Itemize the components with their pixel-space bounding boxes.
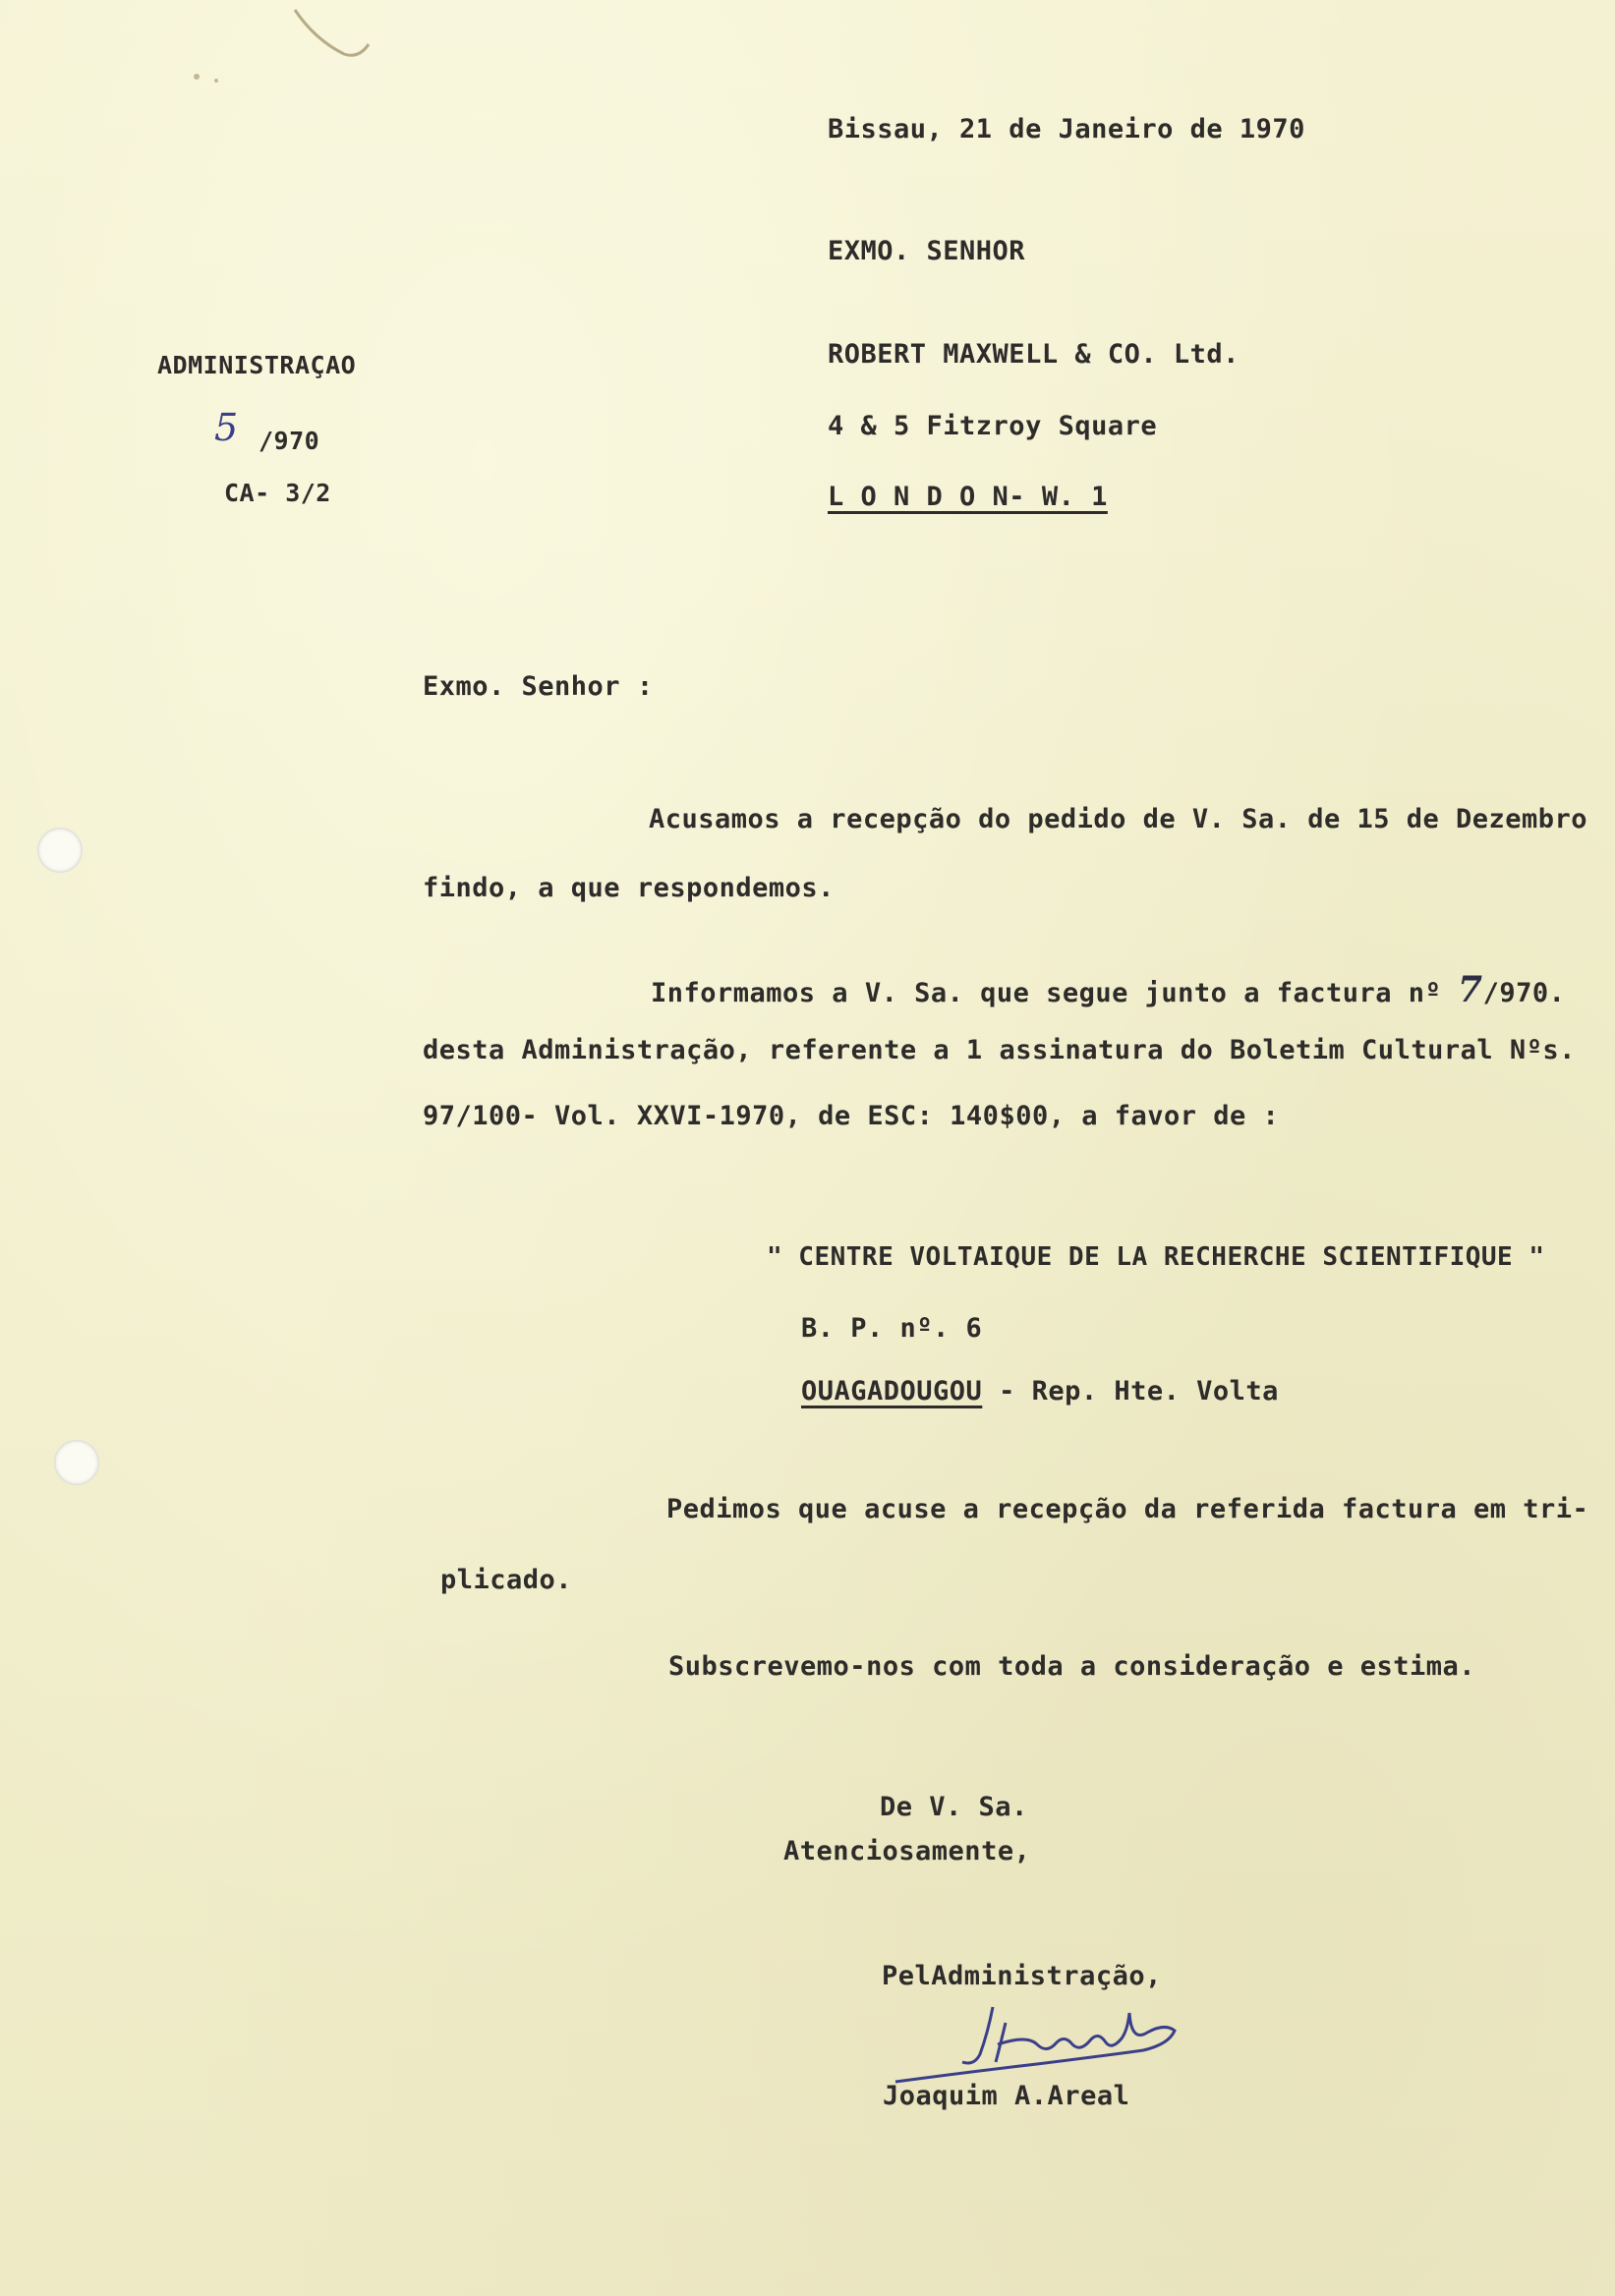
signatory-name: Joaquim A.Areal xyxy=(883,2081,1130,2111)
recipient-address: 4 & 5 Fitzroy Square xyxy=(828,411,1158,441)
invoice-number-handwritten: 7 xyxy=(1458,969,1483,1010)
punch-hole-bottom xyxy=(54,1440,99,1485)
handwritten-signature xyxy=(890,1993,1184,2092)
recipient-city: L O N D O N- W. 1 xyxy=(828,482,1108,512)
paragraph1-line2: findo, a que respondemos. xyxy=(423,873,835,903)
beneficiary-location xyxy=(801,1376,1279,1406)
paragraph2-line3: 97/100- Vol. XXVI-1970, de ESC: 140$00, a favor de : xyxy=(423,1101,1280,1131)
closing-line2: Atenciosamente, xyxy=(783,1836,1031,1866)
reference-office: ADMINISTRAÇAO xyxy=(157,351,357,379)
punch-hole-top xyxy=(37,828,83,873)
closing-line1: De V. Sa. xyxy=(880,1792,1028,1822)
paragraph1-line1: Acusamos a recepção do pedido de V. Sa. de 15 de Dezembro xyxy=(649,804,1588,834)
greeting: Exmo. Senhor : xyxy=(423,671,654,702)
paragraph2-line1-end: /970. xyxy=(1482,978,1566,1008)
paragraph2-line1-start: Informamos a V. Sa. que segue junto a factura nº xyxy=(651,978,1459,1008)
reference-code: CA- 3/2 xyxy=(224,479,331,507)
paragraph2-line2: desta Administração, referente a 1 assinatura do Boletim Cultural Nºs. xyxy=(423,1035,1576,1065)
recipient-name: ROBERT MAXWELL & CO. Ltd. xyxy=(828,339,1240,370)
beneficiary-city: OUAGADOUGOU xyxy=(801,1376,983,1406)
paragraph3-line1: Pedimos que acuse a recepção da referida factura em tri- xyxy=(666,1494,1589,1524)
paragraph4: Subscrevemo-nos com toda a consideração e estima. xyxy=(668,1651,1476,1682)
paragraph3-line2: plicado. xyxy=(440,1565,573,1595)
salutation-block: EXMO. SENHOR xyxy=(828,236,1026,266)
reference-number-suffix: /970 xyxy=(259,427,320,455)
beneficiary-po-box: B. P. nº. 6 xyxy=(801,1313,983,1344)
reference-number-handwritten: 5 xyxy=(214,406,239,449)
signatory-role: PelAdministração, xyxy=(882,1961,1162,1991)
paper-stain-mark xyxy=(157,0,393,88)
beneficiary-country: - Rep. Hte. Volta xyxy=(982,1376,1279,1406)
place-date: Bissau, 21 de Janeiro de 1970 xyxy=(828,114,1305,144)
beneficiary-name: " CENTRE VOLTAIQUE DE LA RECHERCHE SCIENTIFIQUE " xyxy=(767,1242,1545,1272)
paragraph2-line1 xyxy=(651,969,1565,1010)
